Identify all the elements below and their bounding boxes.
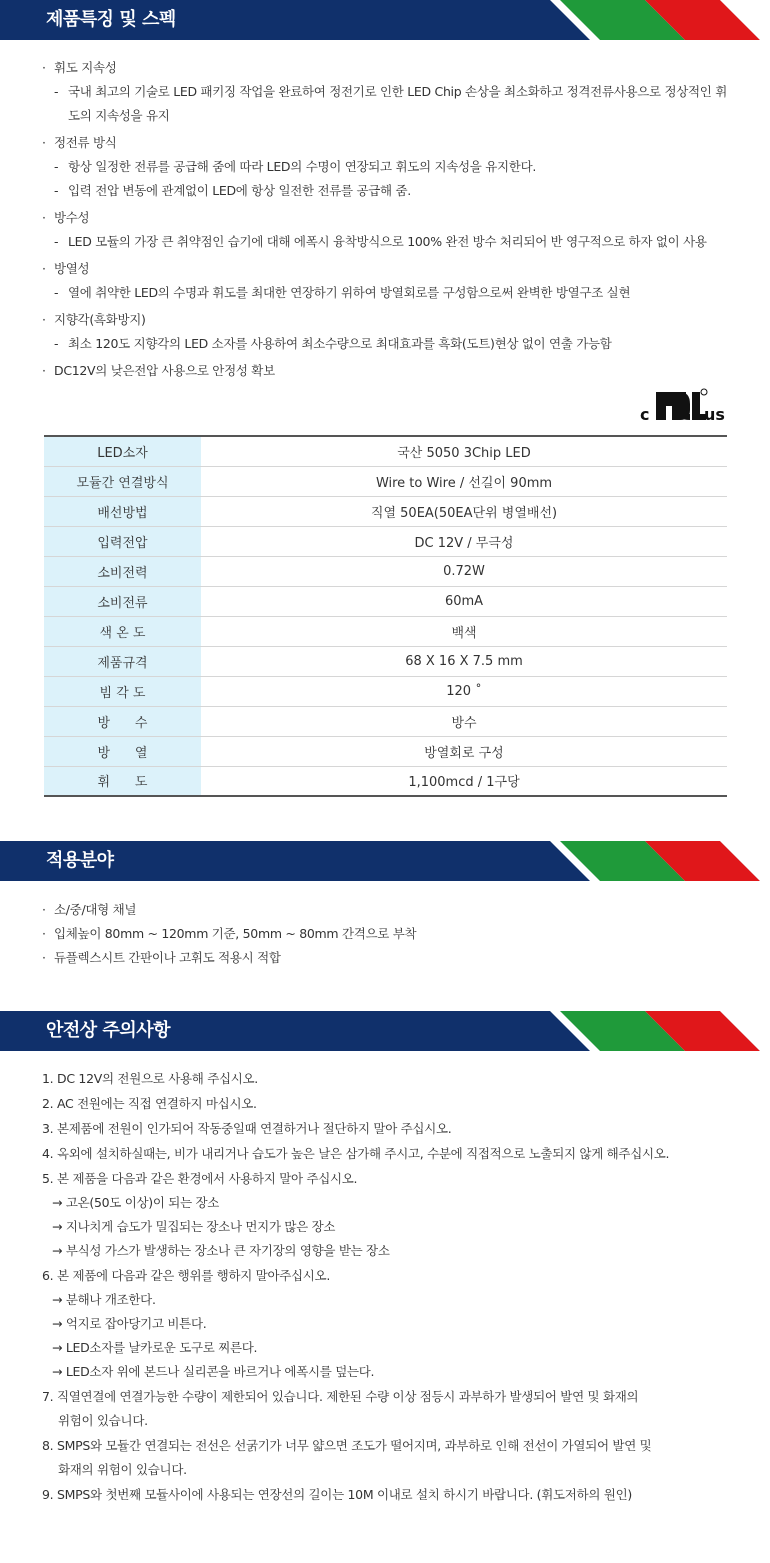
spec-value: 직열 50EA(50EA단위 병열배선) [201,496,727,526]
safety-text: 5. 본 제품을 다음과 같은 환경에서 사용하지 말아 주십시오. [42,1171,358,1186]
feature-detail: - 국내 최고의 기술로 LED 패키징 작업을 완료하여 정전기로 인한 LED Chip 손상을 최소화하고 정격전류사용으로 정상적인 휘도의 지속성을 유지 [42,80,732,128]
spec-label: 빔 각 도 [44,676,201,706]
spec-row [44,706,727,736]
feature-group [42,56,732,128]
spec-value: 방수 [201,706,727,736]
spec-label: 방 수 [44,706,201,736]
spec-row [44,586,727,616]
feature-detail: - 항상 일정한 전류를 공급해 줌에 따라 LED의 수명이 연장되고 휘도의 지속성을 유지한다. [42,155,732,179]
section-title: 적용분야 [46,850,114,871]
feature-group [42,206,732,254]
feature-detail: - 최소 120도 지향각의 LED 소자를 사용하여 최소수량으로 최대효과를 흑화(도트)현상 없이 연출 가능함 [42,332,732,356]
spec-row [44,496,727,526]
spec-value: 68 X 16 X 7.5 mm [201,646,727,676]
ul-certification-icon [640,388,726,422]
feature-detail: - 열에 취약한 LED의 수명과 휘도를 최대한 연장하기 위하여 방열회로를 구성함으로써 완벽한 방열구조 실현 [42,281,732,305]
spec-value: 방열회로 구성 [201,736,727,766]
safety-text: 8. SMPS와 모듈간 연결되는 전선은 선굵기가 너무 얇으면 조도가 떨어지며, 과부하로 인해 전선이 가열되어 발연 및 [42,1438,652,1453]
feature-heading: · 휘도 지속성 [42,56,732,80]
safety-list [42,1066,742,1507]
safety-item [42,1433,742,1482]
safety-subs [42,1191,742,1263]
safety-text: 3. 본제품에 전원이 인가되어 작동중일때 연결하거나 절단하지 말아 주십시오. [42,1121,452,1136]
section-banner-apps [0,841,770,881]
safety-item [42,1091,742,1116]
spec-label: 방 열 [44,736,201,766]
safety-item [42,1141,742,1166]
banner-stripes-icon [550,0,770,40]
safety-text: 7. 직열연결에 연결가능한 수량이 제한되어 있습니다. 제한된 수량 이상 점등시 과부하가 발생되어 발연 및 화재의 [42,1389,639,1404]
safety-text: 9. SMPS와 첫번째 모듈사이에 사용되는 연장선의 길이는 10M 이내로 설치 하시기 바랍니다. (휘도저하의 원인) [42,1487,632,1502]
cert-left-text: c [640,405,650,422]
banner-stripes-icon [550,1011,770,1051]
spec-label: 소비전류 [44,586,201,616]
feature-heading: · DC12V의 낮은전압 사용으로 안정성 확보 [42,359,732,383]
safety-sub: → 부식성 가스가 발생하는 장소나 큰 자기장의 영향을 받는 장소 [52,1243,390,1258]
spec-value: DC 12V / 무극성 [201,526,727,556]
feature-group [42,257,732,305]
spec-label: 제품규격 [44,646,201,676]
safety-item [42,1482,742,1507]
feature-heading: · 정전류 방식 [42,131,732,155]
safety-sub: → LED소자 위에 본드나 실리콘을 바르거나 에폭시를 덮는다. [52,1364,375,1379]
feature-heading: · 지향각(흑화방지) [42,308,732,332]
safety-item [42,1116,742,1141]
spec-label: 배선방법 [44,496,201,526]
app-item: · 듀플렉스시트 간판이나 고휘도 적용시 적합 [42,946,416,970]
spec-row [44,436,727,466]
section-title: 제품특징 및 스펙 [46,9,176,30]
cert-right-text: us [704,405,725,422]
safety-text: 2. AC 전원에는 직접 연결하지 마십시오. [42,1096,257,1111]
safety-item [42,1263,742,1384]
spec-row [44,736,727,766]
features-list [42,56,732,386]
spec-label: 색 온 도 [44,616,201,646]
spec-row [44,466,727,496]
feature-group [42,359,732,383]
safety-sub: → LED소자를 날카로운 도구로 찌른다. [52,1340,258,1355]
safety-item [42,1066,742,1091]
apps-list [42,898,416,970]
section-banner-features [0,0,770,40]
banner-stripes-icon [550,841,770,881]
spec-value: 국산 5050 3Chip LED [201,436,727,466]
spec-value: 120 ˚ [201,676,727,706]
spec-label: 입력전압 [44,526,201,556]
safety-sub: → 고온(50도 이상)이 되는 장소 [52,1195,220,1210]
feature-heading: · 방수성 [42,206,732,230]
safety-item [42,1166,742,1263]
spec-value: 1,100mcd / 1구당 [201,766,727,796]
safety-text-cont: 위험이 있습니다. [58,1413,148,1428]
safety-subs [42,1288,742,1384]
spec-value: Wire to Wire / 선길이 90mm [201,466,727,496]
feature-group [42,131,732,203]
spec-row [44,766,727,796]
safety-text: 6. 본 제품에 다음과 같은 행위를 행하지 말아주십시오. [42,1268,330,1283]
spec-table [44,435,727,797]
spec-label: 휘 도 [44,766,201,796]
safety-text: 4. 옥외에 설치하실때는, 비가 내리거나 습도가 높은 날은 삼가해 주시고, 수분에 직접적으로 노출되지 않게 해주십시오. [42,1146,670,1161]
spec-row [44,556,727,586]
safety-text-cont: 화재의 위험이 있습니다. [58,1462,187,1477]
spec-row [44,616,727,646]
spec-row [44,676,727,706]
app-item: · 입체높이 80mm ~ 120mm 기준, 50mm ~ 80mm 간격으로 부착 [42,922,416,946]
spec-value: 백색 [201,616,727,646]
app-item: · 소/중/대형 채널 [42,898,416,922]
spec-label: 모듈간 연결방식 [44,466,201,496]
spec-row [44,526,727,556]
feature-heading: · 방열성 [42,257,732,281]
spec-value: 0.72W [201,556,727,586]
section-banner-safety [0,1011,770,1051]
safety-item [42,1384,742,1433]
spec-label: 소비전력 [44,556,201,586]
spec-row [44,646,727,676]
safety-sub: → 억지로 잡아당기고 비튼다. [52,1316,207,1331]
safety-sub: → 분해나 개조한다. [52,1292,156,1307]
feature-detail: - LED 모듈의 가장 큰 취약점인 습기에 대해 에폭시 융착방식으로 100% 완전 방수 처리되어 반 영구적으로 하자 없이 사용 [42,230,732,254]
spec-label: LED소자 [44,436,201,466]
spec-value: 60mA [201,586,727,616]
safety-text: 1. DC 12V의 전원으로 사용해 주십시오. [42,1071,258,1086]
feature-group [42,308,732,356]
safety-sub: → 지나치게 습도가 밀집되는 장소나 먼지가 많은 장소 [52,1219,336,1234]
feature-detail: - 입력 전압 변동에 관계없이 LED에 항상 일전한 전류를 공급해 줌. [42,179,732,203]
section-title: 안전상 주의사항 [46,1020,170,1041]
